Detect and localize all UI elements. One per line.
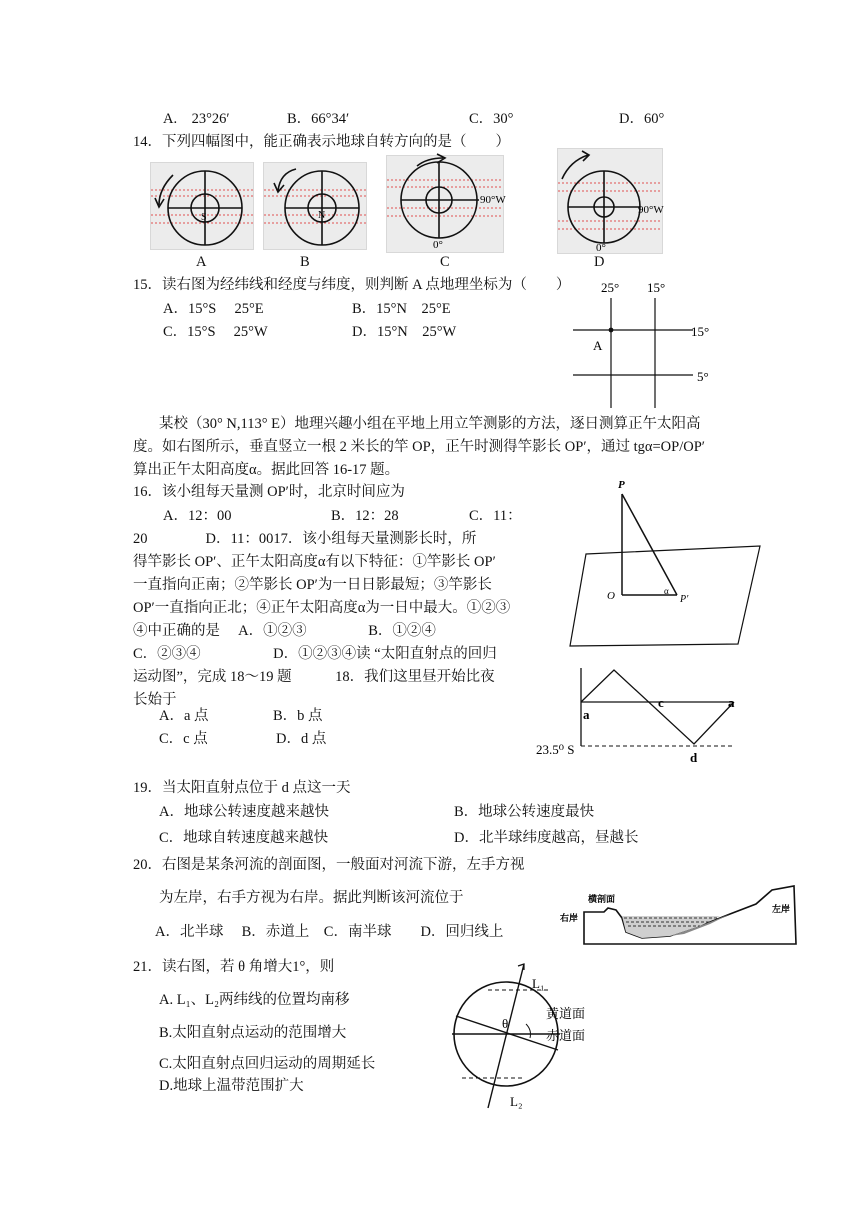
q13-option-a: A. 23°26′ [163,111,230,127]
passage-line-1: 某校（30° N,113° E）地理兴趣小组在平地上用立竿测影的方法，逐日测算正午太阳高 [159,416,701,432]
q21-l1-label: L₁ [532,976,545,991]
q14-figure-a [150,162,254,250]
q21-option-a: A. L₁、L₂两纬线的位置均南移 [159,992,350,1008]
q16-line-3: 20 D．11：0017．该小组每天量测影长时，所 [133,531,477,547]
q14-label-a: A [196,254,207,270]
pole-top-label: P [618,479,625,491]
q16-option-b: B．12：28 [331,508,399,524]
q14-a-pole-mark: S [201,212,207,223]
passage-line-2: 度。如右图所示，垂直竖立一根 2 米长的竿 OP，正午时测得竿影长 OP′，通过 tgα=OP/OP′ [133,439,705,455]
q13-option-b: B．66°34′ [287,111,350,127]
passage-line-3: 算出正午太阳高度α。据此回答 16-17 题。 [133,462,400,478]
q16-option-c: C．11： [469,508,522,524]
q14-label-b: B [300,254,310,270]
sun-point-d: d [690,750,698,765]
q21-equator-label: 赤道面 [546,1028,586,1043]
q14-label-d: D [594,254,605,270]
q18-option-d: D．d 点 [276,731,327,747]
sun-lat-label: 23.5⁰ S [536,742,575,757]
sun-direct-point-figure [532,664,744,768]
q14-c-zero-label: 0° [433,239,443,251]
q15-lat-5: 5° [697,369,709,384]
q21-theta-label: θ [502,1016,509,1031]
q13-option-c: C．30° [469,111,514,127]
q14-b-pole-mark: N [318,210,326,221]
sun-point-a-right: a [728,695,735,710]
q20-left-bank-label: 左岸 [772,904,791,914]
q15-lon-15: 15° [647,280,666,295]
q19-option-c: C．地球自转速度越来越快 [159,830,329,846]
q15-stem: 15．读右图为经纬线和经度与纬度，则判断 A 点地理坐标为（ ） [133,277,571,293]
q15-option-c: C．15°S 25°W [163,324,268,340]
q18-option-a: A．a 点 [159,708,209,724]
q15-grid-figure [565,276,725,408]
q20-stem-2: 为左岸，右手方视为右岸。据此判断该河流位于 [159,890,464,906]
q21-ecliptic-label: 黄道面 [546,1006,586,1021]
sun-point-a-left: a [583,707,590,722]
q21-l2-label: L₂ [510,1094,523,1109]
q21-option-b: B.太阳直射点运动的范围增大 [159,1025,347,1041]
q20-right-bank-label: 右岸 [560,913,579,923]
q15-point-a-marker [609,328,614,333]
pole-shadow-end-label: P′ [680,594,689,605]
q14-figure-d [557,148,663,254]
q15-lat-15: 15° [691,324,710,339]
q19-stem: 19．当太阳直射点位于 d 点这一天 [133,780,351,796]
q16-option-a: A．12：00 [163,508,232,524]
q16-stem: 16．该小组每天量测 OP′时，北京时间应为 [133,484,405,500]
q14-label-c: C [440,254,450,270]
q14-d-longitude-label: 90°W [638,204,664,216]
q17-line-8: C．②③④ D．①②③④读 “太阳直射点的回归 [133,646,497,662]
q15-lon-25: 25° [601,280,620,295]
q19-option-d: D．北半球纬度越高，昼越长 [454,830,639,846]
q14-stem: 14．下列四幅图中，能正确表示地球自转方向的是（ ） [133,134,510,150]
q17-line-4: 得竿影长 OP′、正午太阳高度α有以下特征：①竿影长 OP′ [133,554,496,570]
q15-option-a: A．15°S 25°E [163,301,264,317]
q18-option-b: B．b 点 [273,708,323,724]
q14-figure-b [263,162,367,250]
q14-c-longitude-label: 90°W [480,194,506,206]
q21-stem: 21．读右图，若 θ 角增大1°，则 [133,959,335,975]
q21-option-d: D.地球上温带范围扩大 [159,1078,304,1094]
pole-alpha-label: α [664,586,669,596]
q17-line-6: OP′一直指向正北；④正午太阳高度α为一日中最大。①②③ [133,600,511,616]
q14-d-zero-label: 0° [596,242,606,254]
q17-line-7: ④中正确的是 A．①②③ B．①②④ [133,623,436,639]
pole-base-label: O [607,590,615,602]
q21-ecliptic-figure [446,962,596,1112]
q20-stem-1: 20．右图是某条河流的剖面图，一般面对河流下游，左手方视 [133,857,525,873]
q19-option-a: A．地球公转速度越来越快 [159,804,329,820]
q21-option-c: C.太阳直射点回归运动的周期延长 [159,1056,376,1072]
q20-options: A．北半球 B．赤道上 C．南半球 D．回归线上 [155,924,504,940]
q15-point-a-label: A [593,338,603,353]
q18-line-10: 长始于 [133,692,177,708]
q14-figure-c [386,155,504,253]
sun-point-c: c [658,695,664,710]
q17-line-5: 一直指向正南；②竿影长 OP′为一日日影最短；③竿影长 [133,577,492,593]
q18-option-c: C．c 点 [159,731,208,747]
pole-shadow-figure [560,476,760,654]
q15-option-b: B．15°N 25°E [352,301,451,317]
q20-profile-title: 横剖面 [588,894,616,904]
q20-river-profile-figure [560,880,804,952]
q13-option-d: D．60° [619,111,665,127]
q19-option-b: B．地球公转速度最快 [454,804,595,820]
q15-option-d: D．15°N 25°W [352,324,457,340]
q18-line-9: 运动图”，完成 18～19 题 18．我们这里昼开始比夜 [133,669,495,685]
